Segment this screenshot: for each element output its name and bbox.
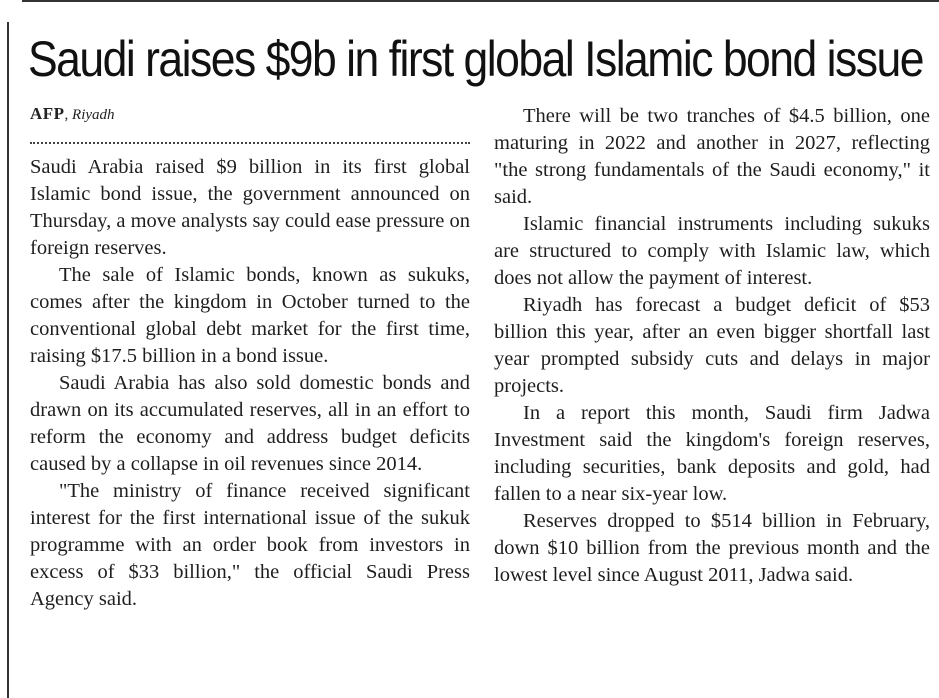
byline <box>30 100 470 128</box>
article-column-left <box>30 100 470 613</box>
byline-location: Riyadh <box>72 107 115 123</box>
top-border-rule <box>22 0 939 2</box>
dotted-separator <box>30 142 470 146</box>
paragraph: Reserves dropped to $514 billion in February, down $10 billion from the previous month and the lowest level since August 2011, Jadwa said. <box>494 510 930 586</box>
paragraph: Islamic financial instruments including sukuks are structured to comply with Islamic law, which does not allow the payment of interest. <box>494 213 930 289</box>
paragraph: Saudi Arabia has also sold domestic bonds and drawn on its accumulated reserves, all in an effort to reform the economy and address budget deficits caused by a collapse in oil revenues since 2014. <box>30 372 470 475</box>
paragraph: "The ministry of finance received significant interest for the first international issue of the sukuk programme with an order book from investors in excess of $33 billion," the official Saudi Press Agency said. <box>30 480 470 610</box>
paragraph: Riyadh has forecast a budget deficit of $53 billion this year, after an even bigger shortfall last year prompted subsidy cuts and delays in major projects. <box>494 294 930 397</box>
paragraph: Saudi Arabia raised $9 billion in its first global Islamic bond issue, the government announced on Thursday, a move analysts say could ease pressure on foreign reserves. <box>30 156 470 259</box>
paragraph: In a report this month, Saudi firm Jadwa Investment said the kingdom's foreign reserves, including securities, bank deposits and gold, had fallen to a near six-year low. <box>494 402 930 505</box>
paragraph: There will be two tranches of $4.5 billion, one maturing in 2022 and another in 2027, reflecting "the strong fundamentals of the Saudi economy," it said. <box>494 105 930 208</box>
byline-separator: , <box>64 107 69 123</box>
headline: Saudi raises $9b in first global Islamic bond issue <box>28 31 923 87</box>
left-border-rule <box>7 22 9 698</box>
article-column-right <box>494 103 930 589</box>
byline-agency: AFP <box>30 104 65 123</box>
paragraph: The sale of Islamic bonds, known as sukuks, comes after the kingdom in October turned to the conventional global debt market for the first time, raising $17.5 billion in a bond issue. <box>30 264 470 367</box>
